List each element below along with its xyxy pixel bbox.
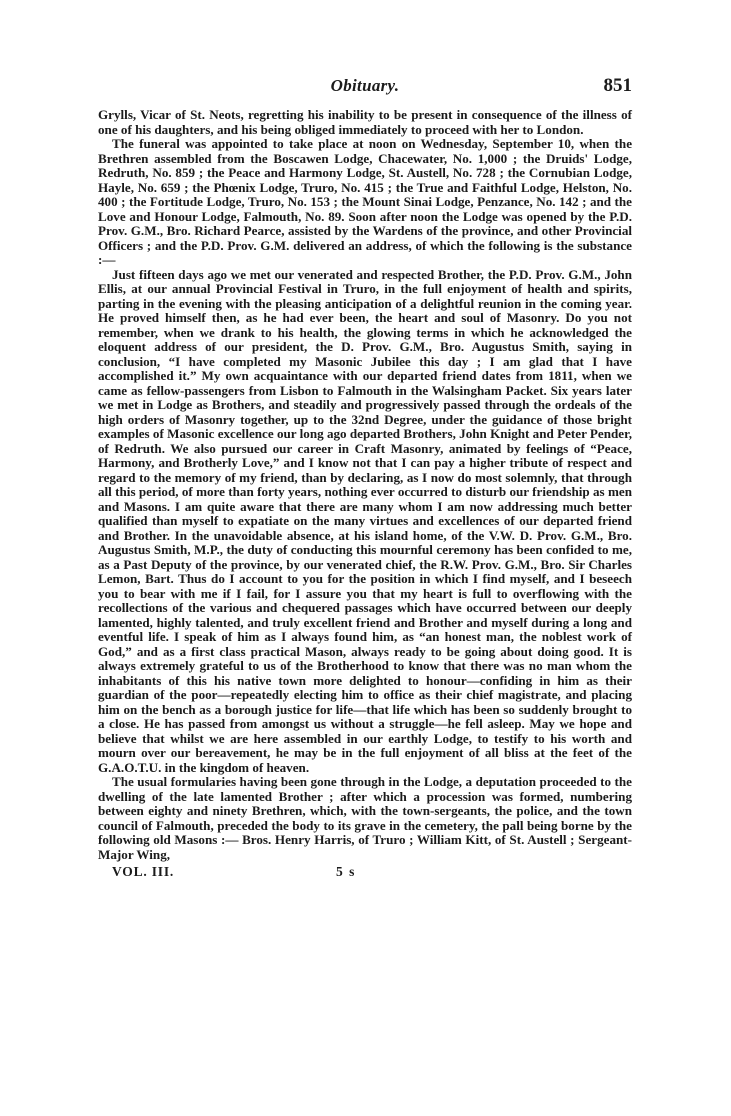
paragraph-funeral: The funeral was appointed to take place at noon on Wednesday, September 10, when the Brethren assembled from the Boscawen Lodge, Chacewater, No. 1,000 ; the Druids' Lodge, Redruth, No. 859 ; the Peace and Harmony Lodge, St. Austell, No. 728 ; the Cornubian Lodge, Hayle, No. 659 ; the Phœnix Lodge, Truro, No. 415 ; the True and Faithful Lodge, Helston, No. 400 ; the Fortitude Lodge, Truro, No. 153 ; the Mount Sinai Lodge, Penzance, No. 142 ; and the Love and Honour Lodge, Falmouth, No. 89. Soon after noon the Lodge was opened by the P.D. Prov. G.M., Bro. Richard Pearce, assisted by the Wardens of the province, and other Provincial Officers ; and the P.D. Prov. G.M. delivered an address, of which the following is the substance :— [98,136,632,267]
article-body [98,108,632,862]
paragraph-continuation: Grylls, Vicar of St. Neots, regretting his inability to be present in consequence of the illness of one of his daughters, and his being obliged immediately to proceed with her to London. [98,107,632,137]
running-title: Obituary. [330,76,400,95]
signature-mark: 5 s [336,864,356,879]
page-number: 851 [603,75,632,96]
page-header [98,76,632,102]
volume-label: VOL. III. [112,864,175,879]
book-page [98,76,632,882]
paragraph-procession: The usual formularies having been gone through in the Lodge, a deputation proceeded to the dwelling of the late lamented Brother ; after which a procession was formed, numbering between eighty and ninety Brethren, which, with the town-sergeants, the police, and the town council of Falmouth, preceded the body to its grave in the cemetery, the pall being borne by the following old Masons :— Bros. Henry Harris, of Truro ; William Kitt, of St. Austell ; Sergeant-Major Wing, [98,774,632,862]
paragraph-address: Just fifteen days ago we met our venerated and respected Brother, the P.D. Prov. G.M., John Ellis, at our annual Provincial Festival in Truro, in the full enjoyment of health and spirits, parting in the evening with the pleasing anticipation of a delightful reunion in the coming year. He proved himself then, as he had ever been, the heart and soul of Masonry. Do you not remember, when we drank to his health, the glowing terms in which he acknowledged the eloquent address of our president, the D. Prov. G.M., Bro. Augustus Smith, saying in conclusion, “I have completed my Masonic Jubilee this day ; I am glad that I have accomplished it.” My own acquaintance with our departed friend dates from 1811, when we came as fellow-passengers from Lisbon to Falmouth in the Walsingham Packet. Six years later we met in Lodge as Brothers, and steadily and progressively passed through the ordeals of the high orders of Masonry together, up to the 32nd Degree, under the guidance of those bright examples of Masonic excellence our long ago departed Brothers, John Knight and Peter Pender, of Redruth. We also pursued our career in Craft Masonry, animated by feelings of “Peace, Harmony, and Brotherly Love,” and I know not that I can pay a higher tribute of respect and regard to the memory of my friend, than by declaring, as I now do most solemnly, that through all this period, of more than forty years, nothing ever occurred to disturb our friendship as men and Masons. I am quite aware that there are many whom I am now addressing much better qualified than myself to expatiate on the many virtues and excellences of our departed friend and Brother. In the unavoidable absence, at his island home, of the V.W. D. Prov. G.M., Bro. Augustus Smith, M.P., the duty of conducting this mournful ceremony has been confided to me, as a Past Deputy of the province, by our venerated chief, the R.W. Prov. G.M., Bro. Sir Charles Lemon, Bart. Thus do I account to you for the position in which I find myself, and I beseech you to bear with me if I fail, for I assure you that my heart is full to overflowing with the recollections of the various and chequered passages which have occurred between our deeply lamented, highly talented, and truly excellent friend and Brother and myself during a long and eventful life. I speak of him as I always found him, as “an honest man, the noblest work of God,” and as a first class practical Mason, always ready to be going about doing good. It is always extremely grateful to us of the Brotherhood to know that there was no man whom the inhabitants of this his native town more delighted to honour—confiding in him as their guardian of the poor—repeatedly electing him to office as their chief magistrate, and placing him on the bench as a borough justice for life—that life which has been so suddenly brought to a close. He has passed from amongst us without a struggle—he fell asleep. May we hope and believe that whilst we are here assembled in our earthly Lodge, to testify to his worth and mourn over our bereavement, he may be in the full enjoyment of all bliss at the feet of the G.A.O.T.U. in the kingdom of heaven. [98,266,632,775]
page-footer [98,864,632,882]
